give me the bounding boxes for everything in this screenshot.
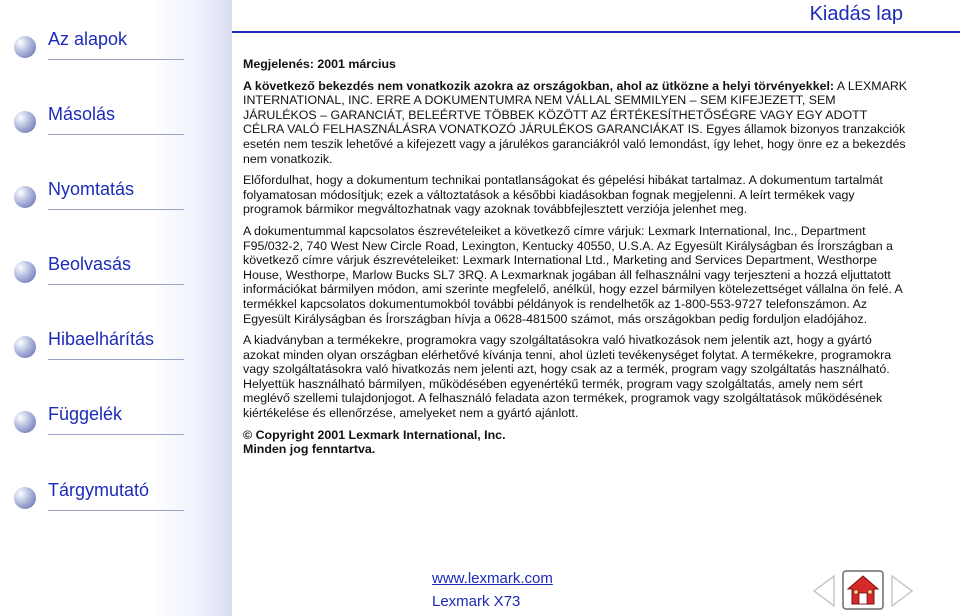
bullet-icon [14, 111, 36, 133]
divider [48, 209, 184, 210]
next-page-arrow-icon[interactable] [888, 572, 918, 610]
sidebar-item-label: Másolás [48, 104, 116, 124]
divider [48, 59, 184, 60]
main-content [243, 57, 909, 457]
divider [48, 134, 184, 135]
sidebar-item-label: Beolvasás [48, 254, 132, 274]
website-link[interactable]: www.lexmark.com [432, 570, 553, 587]
bullet-icon [14, 36, 36, 58]
header-rule [232, 31, 960, 33]
sidebar-item-label: Tárgymutató [48, 480, 150, 500]
product-model: Lexmark X73 [432, 593, 521, 610]
bullet-icon [14, 487, 36, 509]
page-title: Kiadás lap [809, 3, 903, 25]
rights-line: Minden jog fenntartva. [243, 442, 376, 457]
divider [48, 434, 184, 435]
sidebar-item-label: Az alapok [48, 29, 128, 49]
sidebar-item-label: Nyomtatás [48, 179, 135, 199]
sidebar-nav [0, 0, 232, 616]
bullet-icon [14, 261, 36, 283]
paragraph-references: A kiadványban a termékekre, programokra vagy szolgáltatásokra való hivatkozások nem jelentik azt, hogy a gyártó azokat minden olyan országban elérhetővé kívánja tenni, ahol üzleti tevékenységet folytat. A termékekre, programokra vagy szolgáltatásokra való hivatkozás nem jelenti azt, hogy csak az a termék, program vagy szolgáltatás használható. Helyettük használható bármilyen, működésében egyenértékű termék, program vagy szolgáltatás, amely nem sért meglévő szellemi tulajdonjogot. A felhasználó feladata azon termékek, programok vagy szolgáltatások működésének kiértékelése és ellenőrzése, amelyeket nem a gyártó ajánlott. [243, 333, 892, 421]
sidebar-item-beolvasas[interactable] [0, 249, 215, 289]
sidebar-item-label: Hibaelhárítás [48, 329, 155, 349]
sidebar-item-nyomtatas[interactable] [0, 174, 215, 214]
paragraph-comments: A dokumentummal kapcsolatos észrevételeiket a következő címre várjuk: Lexmark International, Inc., Department F95/032-2, 740 West New Circle Road, Lexington, Kentucky 40550, U.S.A. Az Egyesült Királyságban és Írországban a következő címre várjuk észrevételeiket: Lexmark International Ltd., Marketing and Services Department, Westhorpe House, Westhorpe, Marlow Bucks SL7 3RQ. A Lexmarknak jogában áll felhasználni vagy terjeszteni a hozzá eljuttatott információkat bármilyen módon, ami szerinte megfelelő, anélkül, hogy ezzel bármilyen kötelezettséget vállalna ön felé. A termékkel kapcsolatos dokumentumokból további példányok is rendelhetők az 1-800-553-9727 telefonszámon. Az Egyesült Királyságban és Írországban hívja a 0628-481500 számot, más országokban pedig forduljon eladójához. [243, 223, 903, 326]
bullet-icon [14, 411, 36, 433]
sidebar-item-az-alapok[interactable] [0, 24, 215, 64]
paragraph-inaccuracies: Előfordulhat, hogy a dokumentum technikai pontatlanságokat és gépelési hibákat tartalmaz. A dokumentum tartalmát folyamatosan módosítjuk; ezek a változtatások a későbbi kiadásokban fognak megjelenni. A leírt termékek vagy programok bármikor megváltozhatnak vagy azoknak továbbfejlesztett verziója jelenhet meg. [243, 173, 883, 217]
notice-intro: A következő bekezdés nem vonatkozik azokra az országokban, ahol az ütközne a helyi törvényekkel: [243, 78, 835, 93]
copyright-block [243, 428, 909, 457]
sidebar-item-masolas[interactable] [0, 99, 215, 139]
sidebar-item-hibaelharitas[interactable] [0, 324, 215, 364]
sidebar-item-targymutato[interactable] [0, 475, 215, 515]
previous-page-arrow-icon[interactable] [808, 572, 838, 610]
edition-line: Megjelenés: 2001 március [243, 57, 396, 71]
notice-text: A LEXMARK INTERNATIONAL, INC. ERRE A DOKUMENTUMRA NEM VÁLLAL SEMMILYEN – SEM KIFEJEZETT, SEM JÁRULÉKOS – GARANCIÁT, BELEÉRTVE TÖBBEK KÖZÖTT AZ ÉRTÉKESÍTHETŐSÉGRE VAGY EGY ADOTT CÉLRA VALÓ FELHASZNÁLÁSRA VONATKOZÓ JÁRULÉKOS GARANCIÁKAT IS. Egyes államok bizonyos tranzakciók esetén nem teszik lehetővé a kifejezett vagy a járulékos garanciákról való lemondást, így lehet, hogy önre ez a bekezdés nem vonatkozik. [243, 78, 908, 166]
divider [48, 359, 184, 360]
copyright-line: © Copyright 2001 Lexmark International, Inc. [243, 427, 506, 442]
divider [48, 284, 184, 285]
divider [48, 510, 184, 511]
bullet-icon [14, 336, 36, 358]
bullet-icon [14, 186, 36, 208]
home-icon[interactable] [840, 568, 886, 612]
sidebar-item-label: Függelék [48, 404, 123, 424]
sidebar-item-fuggelek[interactable] [0, 399, 215, 439]
notice-paragraph [243, 79, 909, 167]
